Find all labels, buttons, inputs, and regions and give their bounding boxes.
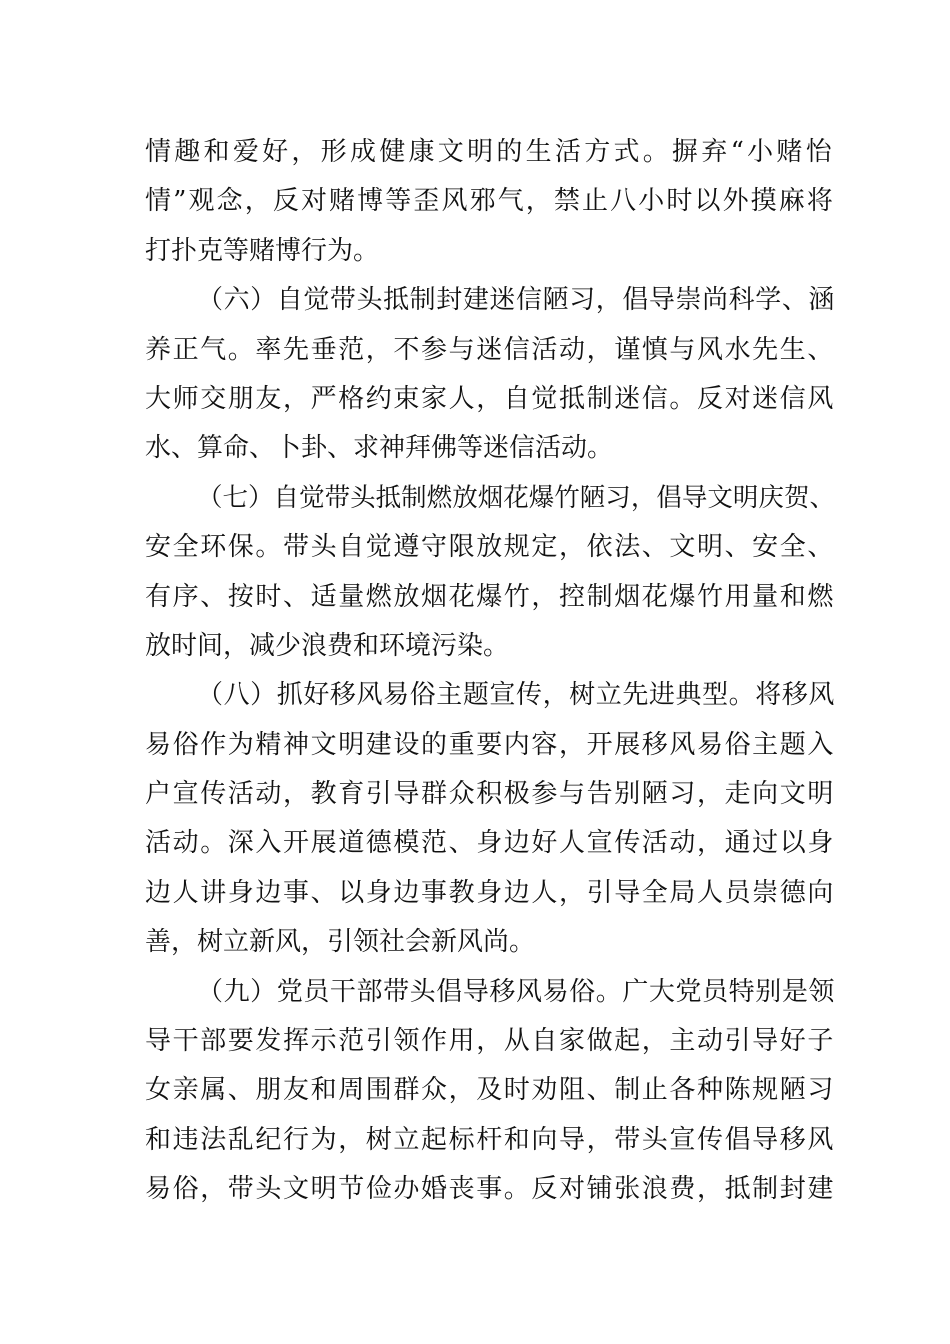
paragraph-start-line: （七）自觉带头抵制燃放烟花爆竹陋习，倡导文明庆贺、 (197, 482, 835, 513)
text-line: 有序、按时、适量燃放烟花爆竹，控制烟花爆竹用量和燃 (145, 581, 835, 612)
text-line: 打扑克等赌博行为。 (145, 235, 380, 266)
text-line: 活动。深入开展道德模范、身边好人宣传活动，通过以身 (145, 828, 835, 859)
paragraph-start-line: （八）抓好移风易俗主题宣传，树立先进典型。将移风 (197, 680, 835, 711)
text-line: 情趣和爱好，形成健康文明的生活方式。摒弃“小赌怡 (145, 137, 835, 167)
text-line: 易俗作为精神文明建设的重要内容，开展移风易俗主题入 (145, 729, 835, 760)
text-line: 户宣传活动，教育引导群众积极参与告别陋习，走向文明 (145, 779, 835, 810)
text-line: 情”观念，反对赌博等歪风邪气，禁止八小时以外摸麻将 (145, 186, 835, 217)
text-line: 和违法乱纪行为，树立起标杆和向导，带头宣传倡导移风 (145, 1124, 835, 1155)
body-text (145, 128, 835, 1215)
text-line: 养正气。率先垂范，不参与迷信活动，谨慎与风水先生、 (145, 334, 835, 365)
text-line: 易俗，带头文明节俭办婚丧事。反对铺张浪费，抵制封建 (145, 1174, 835, 1205)
text-line: 大师交朋友，严格约束家人，自觉抵制迷信。反对迷信风 (145, 383, 835, 414)
paragraph-start-line: （九）党员干部带头倡导移风易俗。广大党员特别是领 (197, 976, 835, 1007)
paragraph-start-line: （六）自觉带头抵制封建迷信陋习，倡导崇尚科学、涵 (197, 285, 835, 316)
text-line: 善，树立新风，引领社会新风尚。 (145, 927, 536, 958)
text-line: 导干部要发挥示范引领作用，从自家做起，主动引导好子 (145, 1026, 835, 1057)
text-line: 放时间，减少浪费和环境污染。 (145, 630, 510, 661)
text-line: 水、算命、卜卦、求神拜佛等迷信活动。 (145, 433, 614, 464)
text-line: 边人讲身边事、以身边事教身边人，引导全局人员崇德向 (145, 877, 835, 908)
text-line: 女亲属、朋友和周围群众，及时劝阻、制止各种陈规陋习 (145, 1075, 835, 1106)
text-line: 安全环保。带头自觉遵守限放规定，依法、文明、安全、 (145, 532, 835, 563)
